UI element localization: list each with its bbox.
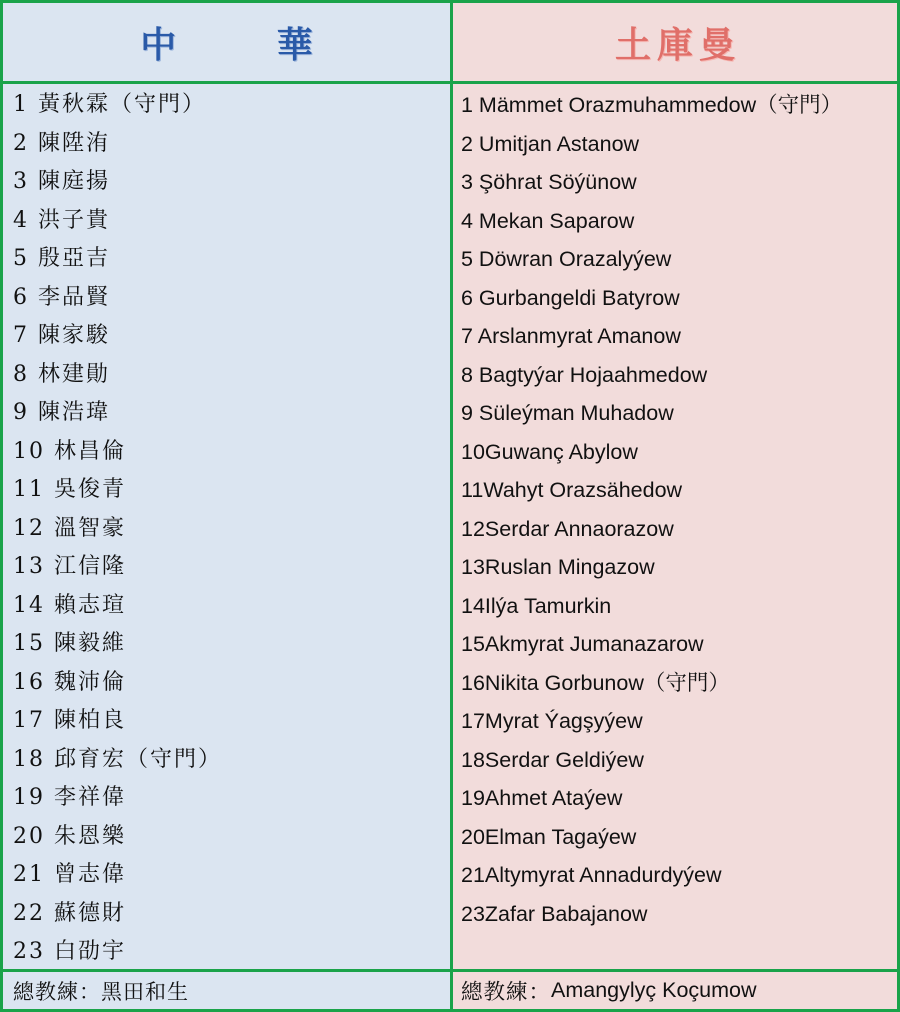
right-player-row: 17Myrat Ýagşyýew [461, 709, 643, 733]
coach-left [3, 972, 450, 1009]
right-player-list [453, 84, 897, 969]
left-player-row: 3 陳庭揚 [13, 169, 110, 194]
team-title-left: 中 華 [140, 23, 357, 66]
left-player-row: 17 陳柏良 [13, 708, 126, 733]
right-player-row: 21Altymyrat Annadurdyýew [461, 863, 722, 887]
right-player-row: 15Akmyrat Jumanazarow [461, 632, 704, 656]
right-player-row: 1 Mämmet Orazmuhammedow（守門） [461, 93, 843, 117]
left-player-row: 16 魏沛倫 [13, 669, 126, 695]
left-player-row: 11 吳俊青 [13, 477, 126, 502]
left-player-row: 7 陳家駿 [13, 323, 110, 348]
left-player-row: 12 溫智豪 [13, 515, 126, 541]
left-player-row: 4 洪子貴 [13, 207, 110, 233]
left-player-row: 9 陳浩瑋 [13, 400, 110, 425]
right-player-row: 4 Mekan Saparow [461, 208, 635, 233]
left-player-row: 10 林昌倫 [13, 438, 126, 464]
left-player-row: 18 邱育宏（守門） [13, 746, 222, 772]
left-player-row: 20 朱恩樂 [13, 823, 126, 849]
coach-name-right: Amangylyç Koçumow [551, 978, 757, 1002]
left-player-row: 8 林建勛 [13, 361, 110, 387]
left-player-row: 6 李品賢 [13, 284, 110, 310]
coach-right [453, 972, 897, 1009]
left-player-row: 21 曾志偉 [13, 862, 126, 887]
left-player-list [3, 84, 450, 969]
left-player-row: 19 李祥偉 [13, 785, 126, 810]
coach-label-right: 總教練： [461, 980, 552, 1005]
left-player-row: 2 陳陞洧 [13, 130, 110, 156]
right-player-row: 19Ahmet Ataýew [461, 786, 623, 810]
left-player-row: 23 白劭宇 [13, 939, 126, 964]
right-player-row: 9 Süleýman Muhadow [461, 401, 674, 425]
left-player-row: 22 蘇德財 [13, 900, 126, 926]
team-title-right: 土庫曼 [614, 23, 741, 66]
right-player-row: 12Serdar Annaorazow [461, 516, 674, 541]
header-right [453, 3, 897, 81]
right-player-row: 16Nikita Gorbunow（守門） [461, 670, 730, 695]
right-player-row: 6 Gurbangeldi Batyrow [461, 285, 680, 310]
right-player-row: 13Ruslan Mingazow [461, 555, 655, 579]
right-player-row: 18Serdar Geldiýew [461, 747, 644, 772]
right-player-row: 3 Şöhrat Söýünow [461, 170, 637, 194]
left-player-row: 14 賴志瑄 [13, 592, 126, 618]
left-player-row: 5 殷亞吉 [13, 246, 110, 271]
right-player-row: 7 Arslanmyrat Amanow [461, 324, 681, 348]
right-player-row: 20Elman Tagaýew [461, 824, 637, 849]
left-player-row: 15 陳毅維 [13, 631, 126, 656]
header-left [3, 3, 450, 81]
right-player-row: 14Ilýa Tamurkin [461, 593, 612, 618]
left-player-row: 1 黃秋霖（守門） [13, 92, 206, 117]
right-player-row: 5 Döwran Orazalyýew [461, 247, 672, 271]
coach-label-left: 總教練： [13, 979, 101, 1004]
left-player-row: 13 江信隆 [13, 554, 126, 579]
coach-name-left: 黑田和生 [101, 979, 189, 1004]
right-player-row: 10Guwanç Abylow [461, 439, 638, 464]
right-player-row: 11Wahyt Orazsähedow [461, 478, 683, 502]
right-player-row: 23Zafar Babajanow [461, 901, 648, 926]
right-player-row: 8 Bagtyýar Hojaahmedow [461, 362, 708, 387]
right-player-row: 2 Umitjan Astanow [461, 131, 640, 156]
